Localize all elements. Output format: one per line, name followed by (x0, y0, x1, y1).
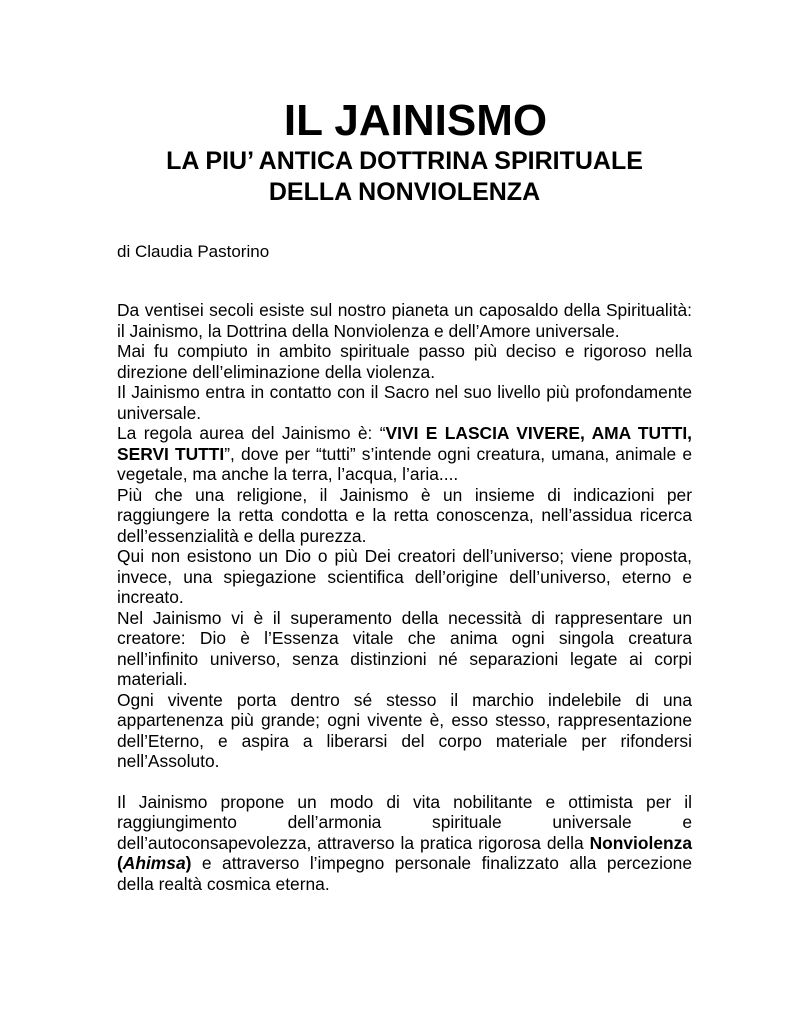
paragraph-1: Da ventisei secoli esiste sul nostro pianeta un caposaldo della Spiritualità: il Jainismo, la Dottrina della Nonviolenza e dell’Amore universale. (117, 300, 692, 341)
golden-rule: VIVI E LASCIA VIVERE, AMA TUTTI, SERVI TUTTI (117, 423, 692, 464)
paragraph-3: Il Jainismo entra in contatto con il Sacro nel suo livello più profondamente universale. (117, 382, 692, 423)
paragraph-4-text-b: ”, dove per “tutti” s’intende ogni creatura, umana, animale e vegetale, ma anche la terra, l’acqua, l’aria.... (117, 443, 692, 484)
paragraph-5: Più che una religione, il Jainismo è un insieme di indicazioni per raggiungere la retta condotta e la retta conoscenza, nell’assidua ricerca dell’essenzialità e della purezza. (117, 484, 692, 546)
subtitle-line-2: DELLA NONVIOLENZA (268, 178, 541, 206)
document-page (117, 96, 692, 894)
document-body (117, 300, 692, 894)
paragraph-7: Nel Jainismo vi è il superamento della necessità di rappresentare un creatore: Dio è l’Essenza vitale che anima ogni singola creatura nell’infinito universo, senza distinzioni né separazioni legate ai corpi materiali. (117, 607, 692, 689)
paragraph-9-text-a: Il Jainismo propone un modo di vita nobilitante e ottimista per il raggiungimento dell’armonia spirituale universale e dell’autoconsapevolezza, attraverso la pratica rigorosa della (117, 791, 692, 853)
nonviolence-close: ) (185, 853, 192, 873)
paragraph-8: Ogni vivente porta dentro sé stesso il marchio indelebile di una appartenenza più grande; ogni vivente è, esso stesso, rappresentazione dell’Eterno, e aspira a liberarsi del corpo materiale per rifondersi nell’Assoluto. (117, 689, 692, 771)
document-title: IL JAINISMO (283, 96, 548, 145)
paragraph-gap (117, 772, 692, 792)
author-line: di Claudia Pastorino (117, 242, 270, 261)
paragraph-9 (117, 792, 692, 895)
paragraph-4-text-a: La regola aurea del Jainismo è: “ (117, 423, 386, 443)
subtitle-line-1: LA PIU’ ANTICA DOTTRINA SPIRITUALE (166, 147, 643, 175)
nonviolence-label: Nonviolenza ( (117, 832, 692, 873)
ahimsa-term: Ahimsa (122, 853, 186, 873)
paragraph-6: Qui non esistono un Dio o più Dei creatori dell’universo; viene proposta, invece, una spiegazione scientifica dell’origine dell’universo, eterno e increato. (117, 546, 692, 607)
paragraph-4 (117, 423, 692, 485)
paragraph-9-text-b: e attraverso l’impegno personale finalizzato alla percezione della realtà cosmica eterna. (117, 853, 692, 894)
paragraph-2: Mai fu compiuto in ambito spirituale passo più deciso e rigoroso nella direzione dell’eliminazione della violenza. (117, 341, 692, 382)
document-subtitle (117, 146, 692, 208)
